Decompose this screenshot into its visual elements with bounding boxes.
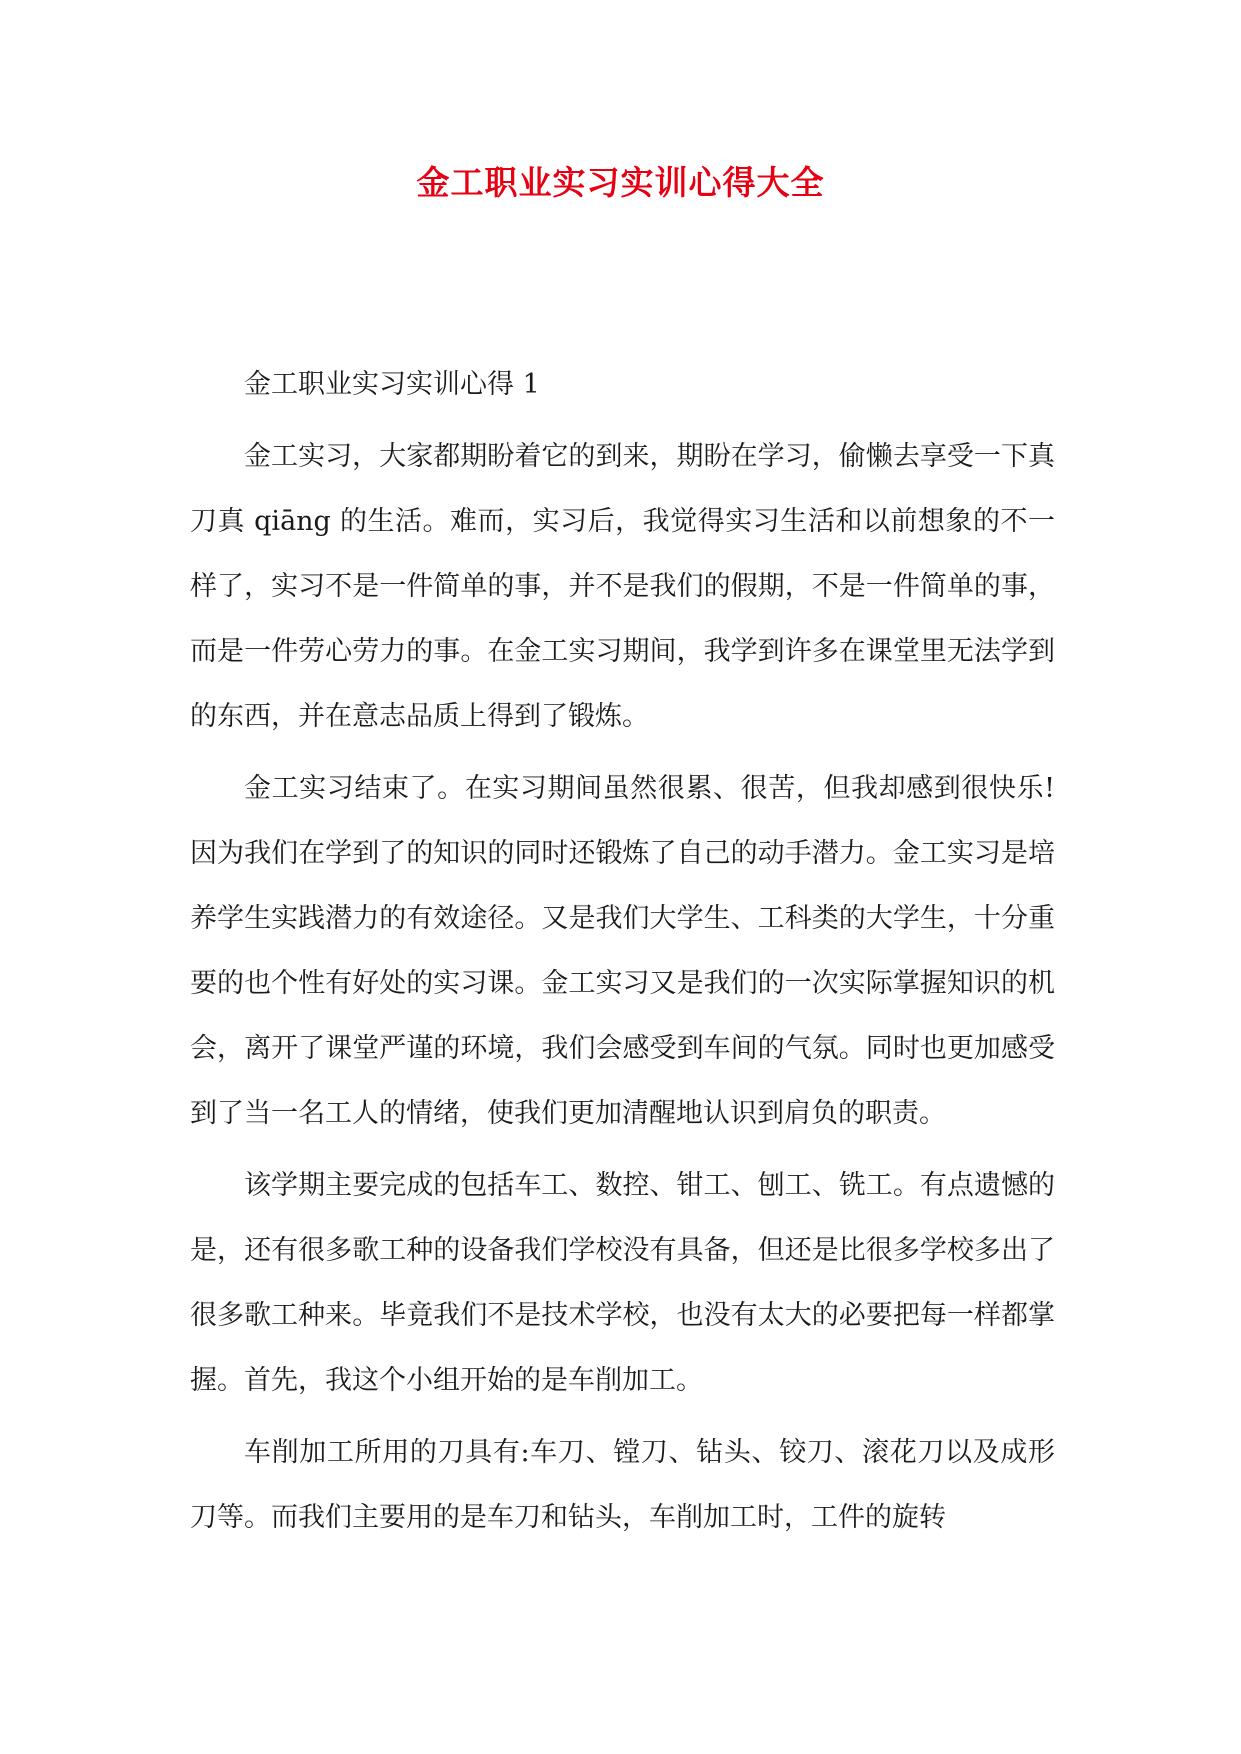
paragraph-2: 金工实习结束了。在实习期间虽然很累、很苦，但我却感到很快乐!因为我们在学到了的知识的同时还锻炼了自己的动手潜力。金工实习是培养学生实践潜力的有效途径。又是我们大学生、工科类的大学生，十分重要的也个性有好处的实习课。金工实习又是我们的一次实际掌握知识的机会，离开了课堂严谨的环境，我们会感受到车间的气氛。同时也更加感受到了当一名工人的情绪，使我们更加清醒地认识到肩负的职责。 [190, 773, 1055, 1129]
document-body [190, 352, 1055, 1557]
paragraph-3: 该学期主要完成的包括车工、数控、钳工、刨工、铣工。有点遗憾的是，还有很多歌工种的设备我们学校没有具备，但还是比很多学校多出了很多歌工种来。毕竟我们不是技术学校，也没有太大的必要把每一样都掌握。首先，我这个小组开始的是车削加工。 [190, 1170, 1055, 1396]
paragraph-1: 金工实习，大家都期盼着它的到来，期盼在学习，偷懒去享受一下真刀真 qiāng 的生活。难而，实习后，我觉得实习生活和以前想象的不一样了，实习不是一件简单的事，并不是我们的假期，不是一件简单的事，而是一件劳心劳力的事。在金工实习期间，我学到许多在课堂里无法学到的东西，并在意志品质上得到了锻炼。 [190, 441, 1055, 732]
document-title: 金工职业实习实训心得大全 [416, 163, 825, 202]
paragraph-4: 车削加工所用的刀具有:车刀、镗刀、钻头、铰刀、滚花刀以及成形刀等。而我们主要用的是车刀和钻头，车削加工时，工件的旋转 [190, 1437, 1055, 1533]
section-heading: 金工职业实习实训心得 1 [244, 369, 540, 400]
